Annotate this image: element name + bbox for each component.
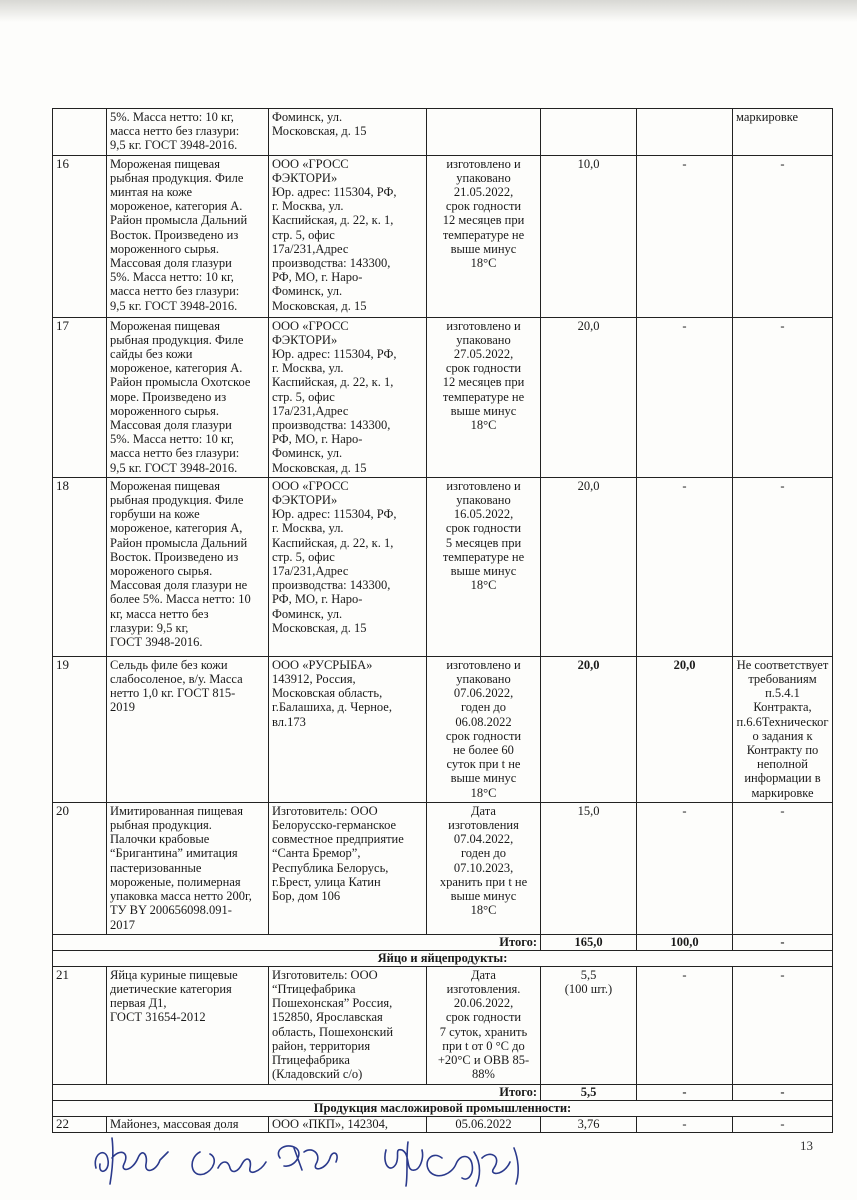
cell-num: 18 <box>53 477 107 656</box>
section-heading: Продукция масложировой промышленности: <box>53 1100 833 1116</box>
cell-qty: 15,0 <box>541 802 637 934</box>
cell-product: Сельдь филе без кожи слабосоленое, в/у. Масса нетто 1,0 кг. ГОСТ 815- 2019 <box>107 656 269 802</box>
cell-num: 21 <box>53 966 107 1084</box>
cell-date: Дата изготовления 07.04.2022, годен до 07.10.2023, хранить при t не выше минус 18°С <box>427 802 541 934</box>
total-label: Итого: <box>53 934 541 950</box>
signature-2 <box>192 1152 266 1175</box>
cell-rejected: - <box>637 802 733 934</box>
cell-note: - <box>733 966 833 1084</box>
cell-num: 19 <box>53 656 107 802</box>
cell-qty <box>541 109 637 156</box>
cell-date: изготовлено и упаковано 27.05.2022, срок годности 12 месяцев при температуре не выше минус 18°С <box>427 317 541 477</box>
cell-date: изготовлено и упаковано 07.06.2022, годен до 06.08.2022 срок годности не более 60 суток при t не выше минус 18°С <box>427 656 541 802</box>
cell-manufacturer: Изготовитель: ООО Белорусско-германское совместное предприятие “Санта Бремор”, Республика Белорусь, г.Брест, улица Катин Бор, дом 106 <box>269 802 427 934</box>
cell-qty: 20,0 <box>541 317 637 477</box>
table-row <box>53 802 833 934</box>
total-row <box>53 934 833 950</box>
cell-rejected: - <box>637 477 733 656</box>
total-qty: 165,0 <box>541 934 637 950</box>
cell-rejected: - <box>637 317 733 477</box>
cell-num: 20 <box>53 802 107 934</box>
cell-rejected <box>637 109 733 156</box>
cell-num: 22 <box>53 1116 107 1132</box>
cell-product: Мороженая пищевая рыбная продукция. Филе горбуши на коже мороженое, категория А, Район промысла Дальний Восток. Произведено из мороженого сырья. Массовая доля глазури не более 5%. Масса нетто: 10 кг, масса нетто без глазури: 9,5 кг, ГОСТ 3948-2016. <box>107 477 269 656</box>
cell-qty: 3,76 <box>541 1116 637 1132</box>
cell-product: Имитированная пищевая рыбная продукция. Палочки крабовые “Бригантина” имитация пастеризованные мороженые, полимерная упаковка масса нетто 200г, ТУ BY 200656098.091- 2017 <box>107 802 269 934</box>
cell-qty: 10,0 <box>541 155 637 317</box>
cell-num <box>53 109 107 156</box>
cell-rejected: - <box>637 155 733 317</box>
cell-rejected: - <box>637 1116 733 1132</box>
cell-rejected: 20,0 <box>637 656 733 802</box>
total-row <box>53 1084 833 1100</box>
total-note: - <box>733 1084 833 1100</box>
cell-manufacturer: ООО «РУСРЫБА» 143912, Россия, Московская область, г.Балашиха, д. Черное, вл.173 <box>269 656 427 802</box>
cell-manufacturer: ООО «ГРОСС ФЭКТОРИ» Юр. адрес: 115304, РФ, г. Москва, ул. Каспийская, д. 22, к. 1, стр. 5, офис 17а/231,Адрес производства: 143300, РФ, МО, г. Наро- Фоминск, ул. Московская, д. 15 <box>269 317 427 477</box>
cell-manufacturer: Фоминск, ул. Московская, д. 15 <box>269 109 427 156</box>
table-row <box>53 477 833 656</box>
table-row <box>53 966 833 1084</box>
cell-manufacturer: ООО «ПКП», 142304, <box>269 1116 427 1132</box>
table-row-continued <box>53 109 833 156</box>
signature-1 <box>95 1138 168 1184</box>
cell-date: изготовлено и упаковано 21.05.2022, срок годности 12 месяцев при температуре не выше минус 18°С <box>427 155 541 317</box>
signature-5 <box>427 1148 518 1186</box>
cell-date <box>427 109 541 156</box>
table-row <box>53 656 833 802</box>
cell-rejected: - <box>637 966 733 1084</box>
total-note: - <box>733 934 833 950</box>
total-rejected: - <box>637 1084 733 1100</box>
handwritten-signatures <box>90 1128 610 1190</box>
cell-manufacturer: ООО «ГРОСС ФЭКТОРИ» Юр. адрес: 115304, РФ, г. Москва, ул. Каспийская, д. 22, к. 1, стр. 5, офис 17а/231,Адрес производства: 143300, РФ, МО, г. Наро- Фоминск, ул. Московская, д. 15 <box>269 155 427 317</box>
cell-note: - <box>733 477 833 656</box>
section-heading: Яйцо и яйцепродукты: <box>53 950 833 966</box>
cell-num: 16 <box>53 155 107 317</box>
cell-note: Не соответствует требованиям п.5.4.1 Контракта, п.6.6Техническог о задания к Контракту по неполной информации в маркировке <box>733 656 833 802</box>
cell-note: - <box>733 155 833 317</box>
cell-note: - <box>733 317 833 477</box>
cell-note: - <box>733 802 833 934</box>
inspection-results-table <box>52 108 833 1133</box>
cell-qty: 5,5 (100 шт.) <box>541 966 637 1084</box>
cell-product: 5%. Масса нетто: 10 кг, масса нетто без глазури: 9,5 кг. ГОСТ 3948-2016. <box>107 109 269 156</box>
section-row-eggs <box>53 950 833 966</box>
cell-date: Дата изготовления. 20.06.2022, срок годности 7 суток, хранить при t от 0 °С до +20°С и ОВВ 85- 88% <box>427 966 541 1084</box>
signature-3 <box>278 1146 337 1170</box>
table-row <box>53 155 833 317</box>
cell-product: Яйца куриные пищевые диетические категория первая Д1, ГОСТ 31654-2012 <box>107 966 269 1084</box>
cell-product: Мороженая пищевая рыбная продукция. Филе минтая на коже мороженое, категория А. Район промысла Дальний Восток. Произведено из мороженного сырья. Массовая доля глазури 5%. Масса нетто: 10 кг, масса нетто без глазури: 9,5 кг. ГОСТ 3948-2016. <box>107 155 269 317</box>
cell-note: маркировке <box>733 109 833 156</box>
table-row <box>53 317 833 477</box>
section-row-oil-fat <box>53 1100 833 1116</box>
cell-product: Майонез, массовая доля <box>107 1116 269 1132</box>
total-label: Итого: <box>53 1084 541 1100</box>
scan-edge-shadow <box>0 0 857 22</box>
cell-date: 05.06.2022 <box>427 1116 541 1132</box>
cell-qty: 20,0 <box>541 477 637 656</box>
page-number: 13 <box>800 1138 813 1153</box>
cell-date: изготовлено и упаковано 16.05.2022, срок годности 5 месяцев при температуре не выше минус 18°С <box>427 477 541 656</box>
cell-note: - <box>733 1116 833 1132</box>
cell-product: Мороженая пищевая рыбная продукция. Филе сайды без кожи мороженое, категория А. Район промысла Охотское море. Произведено из мороженного сырья. Массовая доля глазури 5%. Масса нетто: 10 кг, масса нетто без глазури: 9,5 кг. ГОСТ 3948-2016. <box>107 317 269 477</box>
cell-num: 17 <box>53 317 107 477</box>
signature-4 <box>385 1142 423 1186</box>
total-rejected: 100,0 <box>637 934 733 950</box>
cell-qty: 20,0 <box>541 656 637 802</box>
total-qty: 5,5 <box>541 1084 637 1100</box>
cell-manufacturer: ООО «ГРОСС ФЭКТОРИ» Юр. адрес: 115304, РФ, г. Москва, ул. Каспийская, д. 22, к. 1, стр. 5, офис 17а/231,Адрес производства: 143300, РФ, МО, г. Наро- Фоминск, ул. Московская, д. 15 <box>269 477 427 656</box>
cell-manufacturer: Изготовитель: ООО “Птицефабрика Пошехонская” Россия, 152850, Ярославская область, Пошехонский район, территория Птицефабрика (Кладовский с/о) <box>269 966 427 1084</box>
